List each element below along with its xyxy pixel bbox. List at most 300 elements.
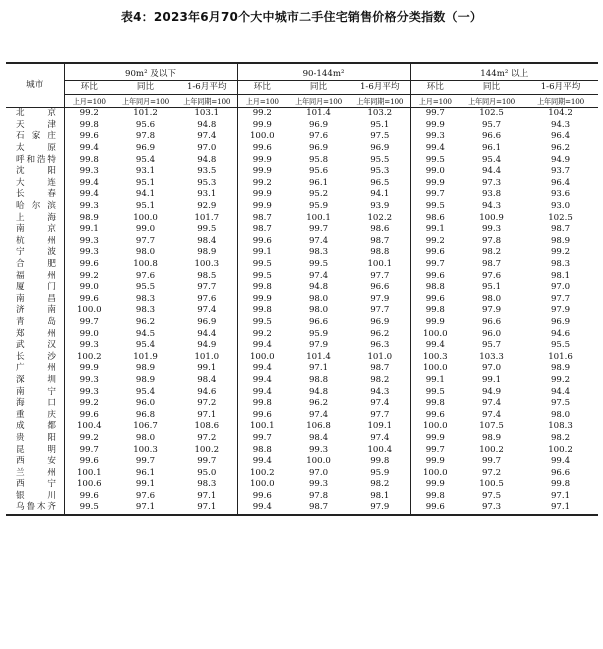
index-value: 101.6 [548,351,573,362]
index-value: 98.0 [308,293,329,304]
index-value: 97.1 [114,502,177,515]
index-value: 93.5 [197,166,217,177]
city-name [6,270,64,282]
index-value: 94.3 [481,201,502,212]
table-row [6,421,598,433]
index-value: 97.4 [308,409,329,420]
index-value: 97.4 [197,131,217,142]
index-value: 99.5 [308,259,329,270]
index-value: 98.9 [135,374,156,385]
city-name [6,363,64,375]
index-value: 97.8 [481,235,502,246]
city-label: 大连 [16,177,56,188]
city-name [6,467,64,479]
index-value: 103.2 [367,108,393,119]
table-row [6,328,598,340]
index-value: 99.2 [79,432,99,443]
city-name [6,189,64,201]
index-value: 99.8 [410,491,460,503]
index-value: 99.6 [237,143,287,155]
index-value: 98.9 [550,363,571,374]
index-value: 98.2 [370,479,390,490]
index-value: 95.5 [135,282,156,293]
index-value: 96.2 [370,328,390,339]
index-value: 99.6 [237,491,287,503]
sub-header-yoy: 同比 [287,81,350,95]
table-row [6,120,598,132]
index-value: 99.3 [79,201,99,212]
index-value: 93.1 [197,189,217,200]
base-header-same-month: 上年同月=100 [114,95,177,108]
index-value: 99.7 [79,444,99,455]
header-base-row [6,95,598,108]
index-value: 98.0 [550,409,571,420]
index-value: 99.1 [79,224,99,235]
city-label: 西宁 [16,479,56,490]
index-value: 98.3 [197,479,217,490]
index-value: 98.7 [481,259,502,270]
index-value: 99.7 [308,224,329,235]
index-value: 97.6 [481,270,502,281]
index-value: 101.0 [194,351,220,362]
index-value: 95.1 [135,201,156,212]
index-value: 99.6 [79,293,99,304]
index-value: 101.4 [306,108,331,119]
index-value: 96.6 [550,467,571,478]
index-value: 96.0 [135,398,156,409]
index-value: 97.4 [370,398,390,409]
index-value: 96.9 [197,316,217,327]
city-label: 沈阳 [16,166,56,177]
index-value: 96.6 [481,316,502,327]
index-value: 99.4 [237,363,287,375]
city-label: 郑州 [16,328,56,339]
index-value: 100.2 [548,444,573,455]
index-value: 98.0 [308,305,329,316]
index-value: 97.0 [308,467,329,478]
index-value: 95.2 [308,189,329,200]
index-value: 96.5 [370,177,390,188]
index-value: 99.7 [410,444,460,456]
index-value: 93.9 [370,201,390,212]
index-value: 99.9 [237,166,287,178]
index-value: 95.4 [135,154,156,165]
index-value: 99.0 [135,224,156,235]
index-value: 98.3 [550,259,571,270]
index-value: 100.0 [410,363,460,375]
index-value: 98.1 [550,270,571,281]
index-value: 100.8 [133,259,158,270]
index-value: 100.3 [410,351,460,363]
index-value: 100.0 [76,305,102,316]
table-row [6,502,598,515]
index-value: 96.9 [550,316,571,327]
table-row [6,143,598,155]
index-value: 99.2 [237,108,287,120]
index-value: 99.8 [410,305,460,317]
index-value: 102.5 [479,108,504,119]
index-value: 100.2 [76,351,102,362]
index-value: 96.4 [550,131,571,142]
city-name [6,224,64,236]
index-value: 99.6 [410,270,460,282]
index-value: 97.9 [350,502,410,515]
index-value: 98.8 [308,374,329,385]
index-value: 99.5 [237,259,287,271]
index-value: 93.1 [135,166,156,177]
city-name [6,398,64,410]
city-label: 呼和浩特 [16,154,56,165]
base-header-same-month: 上年同月=100 [460,95,523,108]
index-value: 94.1 [135,189,156,200]
index-value: 99.5 [410,201,460,213]
index-value: 94.9 [197,340,217,351]
base-header-prev-month: 上月=100 [64,95,114,108]
index-value: 99.6 [410,294,460,306]
index-value: 95.4 [135,340,156,351]
base-header-same-period: 上年同期=100 [350,95,410,108]
index-value: 94.8 [308,386,329,397]
index-value: 100.9 [479,212,504,223]
index-value: 99.2 [237,328,287,340]
index-value: 97.9 [308,340,329,351]
index-value: 94.9 [550,154,571,165]
index-value: 100.1 [306,212,331,223]
table-row [6,479,598,491]
index-value: 99.4 [237,456,287,468]
price-index-table [6,62,598,516]
city-name [6,259,64,271]
index-value: 97.7 [135,235,156,246]
index-value: 98.0 [135,432,156,443]
index-value: 98.7 [237,224,287,236]
index-value: 97.1 [308,363,329,374]
index-value: 99.4 [237,502,287,515]
index-value: 98.4 [197,235,217,246]
table-row [6,166,598,178]
table-row [6,224,598,236]
index-value: 97.8 [308,490,329,501]
index-value: 99.2 [79,398,99,409]
index-value: 99.8 [79,154,99,165]
index-value: 102.2 [367,212,393,223]
index-value: 101.0 [367,351,393,362]
index-value: 94.3 [550,119,571,130]
city-label: 长沙 [16,351,56,362]
index-value: 99.6 [79,259,99,270]
base-header-same-period: 上年同期=100 [523,95,598,108]
city-label: 太原 [16,143,56,154]
index-value: 100.0 [237,479,287,491]
index-value: 99.5 [237,270,287,282]
index-value: 93.8 [481,189,502,200]
index-value: 99.1 [135,479,156,490]
city-name [6,386,64,398]
index-value: 99.3 [481,224,502,235]
index-value: 109.1 [367,421,393,432]
table-row [6,398,598,410]
index-value: 99.3 [79,235,99,246]
city-label: 广州 [16,363,56,374]
city-label: 贵阳 [16,432,56,443]
base-header-same-month: 上年同月=100 [287,95,350,108]
index-value: 97.1 [197,409,217,420]
table-row [6,282,598,294]
table-row [6,317,598,329]
city-label: 哈尔滨 [16,201,56,212]
index-value: 93.6 [550,189,571,200]
city-label: 北京 [16,108,56,119]
city-label: 昆明 [16,444,56,455]
index-value: 99.7 [237,433,287,445]
table-row [6,189,598,201]
table-row [6,491,598,503]
index-value: 96.9 [308,143,329,154]
index-value: 100.4 [76,421,102,432]
city-name [6,502,64,515]
index-value: 99.9 [237,294,287,306]
city-name [6,479,64,491]
index-value: 99.4 [237,386,287,398]
index-value: 100.1 [76,467,102,478]
city-name [6,375,64,387]
city-label: 青岛 [16,316,56,327]
index-value: 93.7 [550,166,571,177]
index-value: 94.8 [308,282,329,293]
index-value: 97.5 [481,490,502,501]
index-value: 99.4 [550,456,571,467]
table-row [6,363,598,375]
table-body [6,108,598,515]
city-label: 天津 [16,119,56,130]
index-value: 99.6 [410,502,460,515]
city-name [6,491,64,503]
city-name [6,317,64,329]
index-value: 96.9 [135,143,156,154]
index-value: 99.5 [237,317,287,329]
table-row [6,433,598,445]
index-value: 96.8 [135,409,156,420]
index-value: 96.6 [308,316,329,327]
index-value: 106.7 [133,421,158,432]
index-value: 98.7 [550,224,571,235]
index-value: 99.1 [410,224,460,236]
index-value: 97.9 [481,305,502,316]
base-header-same-period: 上年同期=100 [177,95,237,108]
index-value: 99.7 [410,108,460,120]
index-value: 94.8 [197,119,217,130]
index-value: 97.7 [550,293,571,304]
index-value: 96.1 [135,467,156,478]
index-value: 99.2 [550,374,571,385]
index-value: 98.9 [481,432,502,443]
index-value: 103.1 [194,108,220,119]
city-name [6,236,64,248]
sub-header-mom: 环比 [64,81,114,95]
index-value: 96.9 [370,316,390,327]
index-value: 99.8 [550,479,571,490]
city-name [6,120,64,132]
index-value: 99.7 [79,316,99,327]
index-value: 98.8 [410,282,460,294]
index-value: 95.6 [135,119,156,130]
sub-header-yoy: 同比 [114,81,177,95]
group-header-small: 90m² 及以下 [64,63,237,81]
index-value: 98.4 [308,432,329,443]
index-value: 98.8 [237,444,287,456]
group-header-medium: 90-144m² [237,63,410,81]
index-value: 98.2 [481,247,502,258]
city-name [6,143,64,155]
table-row [6,131,598,143]
index-value: 100.1 [367,259,393,270]
index-value: 99.7 [135,456,156,467]
city-label: 西安 [16,456,56,467]
index-value: 95.5 [370,154,390,165]
index-value: 98.9 [79,212,99,223]
index-value: 99.8 [237,398,287,410]
city-name [6,131,64,143]
index-value: 100.0 [237,131,287,143]
table-row [6,467,598,479]
index-value: 94.4 [550,386,571,397]
index-value: 99.9 [79,363,99,374]
index-value: 95.3 [370,166,390,177]
table-row [6,270,598,282]
index-value: 97.7 [197,282,217,293]
index-value: 99.6 [410,409,460,421]
city-name [6,421,64,433]
index-value: 99.0 [79,282,99,293]
page-title: 表4：2023年6月70个大中城市二手住宅销售价格分类指数（一） [120,10,483,24]
index-value: 99.3 [79,340,99,351]
index-value: 98.3 [135,305,156,316]
index-value: 99.9 [410,479,460,491]
index-value: 108.6 [194,421,220,432]
table-row [6,201,598,213]
index-value: 96.2 [550,143,571,154]
index-value: 97.6 [197,293,217,304]
table-row [6,456,598,468]
index-value: 99.8 [237,305,287,317]
index-value: 97.7 [370,270,390,281]
index-value: 96.2 [308,398,329,409]
city-name [6,305,64,317]
index-value: 99.0 [79,328,99,339]
index-value: 100.2 [479,444,504,455]
index-value: 98.1 [370,490,390,501]
city-name [6,444,64,456]
header-sub-row [6,81,598,95]
city-label: 南宁 [16,386,56,397]
index-value: 99.6 [79,131,99,142]
index-value: 92.9 [197,201,217,212]
index-value: 99.6 [237,409,287,421]
base-header-prev-month: 上月=100 [237,95,287,108]
index-value: 98.2 [550,432,571,443]
index-value: 100.6 [76,479,102,490]
index-value: 104.2 [548,108,573,119]
index-value: 95.9 [370,467,390,478]
index-value: 97.6 [308,131,329,142]
index-value: 101.9 [133,351,158,362]
sub-header-yoy: 同比 [460,81,523,95]
index-value: 98.8 [370,247,390,258]
index-value: 100.2 [194,444,220,455]
index-value: 97.4 [308,270,329,281]
index-value: 96.0 [481,328,502,339]
index-value: 97.4 [197,305,217,316]
index-value: 99.8 [370,456,390,467]
index-value: 94.5 [135,328,156,339]
index-value: 99.3 [79,166,99,177]
index-value: 99.9 [410,456,460,468]
city-label: 济南 [16,305,56,316]
index-value: 97.4 [481,398,502,409]
index-value: 96.1 [481,143,502,154]
index-value: 97.6 [135,270,156,281]
city-label: 福州 [16,270,56,281]
index-value: 99.4 [410,143,460,155]
city-name [6,178,64,190]
index-value: 106.8 [306,421,331,432]
city-label: 乌鲁木齐 [16,502,56,513]
index-value: 95.5 [550,340,571,351]
table-row [6,351,598,363]
index-value: 99.9 [410,178,460,190]
table-row [6,375,598,387]
index-value: 98.0 [481,293,502,304]
index-value: 100.0 [410,328,460,340]
index-value: 94.9 [481,386,502,397]
index-value: 102.5 [548,212,573,223]
index-value: 95.1 [135,177,156,188]
city-name [6,212,64,224]
index-value: 94.4 [197,328,217,339]
index-value: 100.3 [194,259,220,270]
index-value: 95.1 [370,119,390,130]
index-value: 98.7 [287,502,350,515]
index-value: 99.3 [410,131,460,143]
city-label: 兰州 [16,467,56,478]
index-value: 99.6 [79,409,99,420]
index-value: 103.3 [479,351,504,362]
city-label: 南京 [16,224,56,235]
city-name [6,351,64,363]
sub-header-avg: 1-6月平均 [177,81,237,95]
index-value: 99.4 [410,340,460,352]
index-value: 99.8 [79,119,99,130]
index-value: 99.1 [197,363,217,374]
index-value: 96.9 [370,143,390,154]
index-value: 99.1 [410,375,460,387]
index-value: 97.4 [370,432,390,443]
index-value: 99.7 [197,456,217,467]
city-name [6,340,64,352]
city-label: 银川 [16,490,56,501]
index-value: 97.8 [135,131,156,142]
index-value: 99.7 [410,189,460,201]
sub-header-avg: 1-6月平均 [350,81,410,95]
index-value: 97.2 [197,398,217,409]
index-value: 99.5 [410,386,460,398]
table-row [6,444,598,456]
index-value: 99.3 [308,444,329,455]
index-value: 99.9 [237,201,287,213]
table-row [6,154,598,166]
index-value: 96.6 [481,131,502,142]
index-value: 97.4 [481,409,502,420]
